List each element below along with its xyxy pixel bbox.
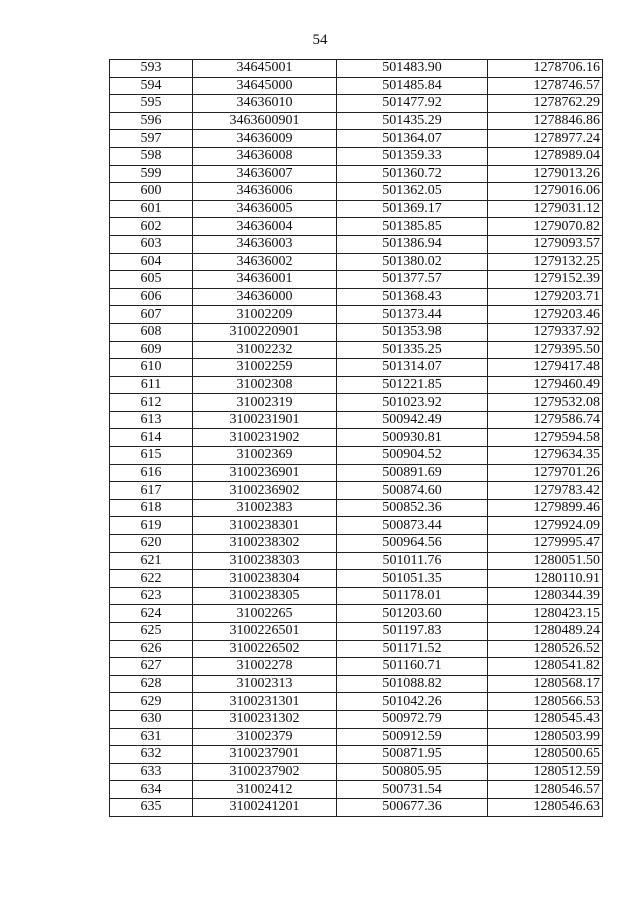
x-coordinate-cell: 501385.85 (337, 218, 488, 236)
point-id-cell: 31002383 (193, 499, 337, 517)
row-number-cell: 622 (110, 570, 193, 588)
x-coordinate-cell: 501023.92 (337, 394, 488, 412)
y-coordinate-cell: 1278762.29 (488, 95, 603, 113)
x-coordinate-cell: 501380.02 (337, 253, 488, 271)
x-coordinate-cell: 500964.56 (337, 535, 488, 553)
table-row (110, 552, 603, 570)
row-number-cell: 597 (110, 130, 193, 148)
table-row (110, 411, 603, 429)
x-coordinate-cell: 501197.83 (337, 623, 488, 641)
row-number-cell: 618 (110, 499, 193, 517)
point-id-cell: 3100236902 (193, 482, 337, 500)
x-coordinate-cell: 500731.54 (337, 781, 488, 799)
point-id-cell: 3100238302 (193, 535, 337, 553)
row-number-cell: 621 (110, 552, 193, 570)
table-row (110, 675, 603, 693)
table-row (110, 587, 603, 605)
row-number-cell: 616 (110, 464, 193, 482)
table-row (110, 77, 603, 95)
point-id-cell: 3100237902 (193, 763, 337, 781)
point-id-cell: 34636000 (193, 288, 337, 306)
point-id-cell: 3100231902 (193, 429, 337, 447)
table-row (110, 605, 603, 623)
x-coordinate-cell: 500871.95 (337, 746, 488, 764)
table-row (110, 517, 603, 535)
point-id-cell: 31002232 (193, 341, 337, 359)
row-number-cell: 619 (110, 517, 193, 535)
x-coordinate-cell: 501368.43 (337, 288, 488, 306)
x-coordinate-cell: 501171.52 (337, 640, 488, 658)
y-coordinate-cell: 1280344.39 (488, 587, 603, 605)
row-number-cell: 628 (110, 675, 193, 693)
table-row (110, 710, 603, 728)
table-row (110, 464, 603, 482)
row-number-cell: 626 (110, 640, 193, 658)
row-number-cell: 630 (110, 710, 193, 728)
point-id-cell: 3100231901 (193, 411, 337, 429)
y-coordinate-cell: 1280051.50 (488, 552, 603, 570)
row-number-cell: 625 (110, 623, 193, 641)
y-coordinate-cell: 1279594.58 (488, 429, 603, 447)
y-coordinate-cell: 1279132.25 (488, 253, 603, 271)
point-id-cell: 34636001 (193, 271, 337, 289)
table-row (110, 376, 603, 394)
row-number-cell: 623 (110, 587, 193, 605)
table-row (110, 728, 603, 746)
point-id-cell: 31002209 (193, 306, 337, 324)
point-id-cell: 34636009 (193, 130, 337, 148)
point-id-cell: 3100226502 (193, 640, 337, 658)
x-coordinate-cell: 501360.72 (337, 165, 488, 183)
table-row (110, 781, 603, 799)
y-coordinate-cell: 1279460.49 (488, 376, 603, 394)
point-id-cell: 31002319 (193, 394, 337, 412)
table-row (110, 447, 603, 465)
table-row (110, 746, 603, 764)
row-number-cell: 604 (110, 253, 193, 271)
y-coordinate-cell: 1279013.26 (488, 165, 603, 183)
table-row (110, 112, 603, 130)
table-row (110, 147, 603, 165)
row-number-cell: 612 (110, 394, 193, 412)
y-coordinate-cell: 1279701.26 (488, 464, 603, 482)
x-coordinate-cell: 501377.57 (337, 271, 488, 289)
point-id-cell: 3100241201 (193, 798, 337, 816)
y-coordinate-cell: 1280566.53 (488, 693, 603, 711)
x-coordinate-cell: 500677.36 (337, 798, 488, 816)
x-coordinate-cell: 501359.33 (337, 147, 488, 165)
y-coordinate-cell: 1279924.09 (488, 517, 603, 535)
point-id-cell: 3100226501 (193, 623, 337, 641)
y-coordinate-cell: 1280110.91 (488, 570, 603, 588)
table-row (110, 394, 603, 412)
y-coordinate-cell: 1279016.06 (488, 183, 603, 201)
table-row (110, 658, 603, 676)
x-coordinate-cell: 501221.85 (337, 376, 488, 394)
y-coordinate-cell: 1280503.99 (488, 728, 603, 746)
point-id-cell: 31002369 (193, 447, 337, 465)
row-number-cell: 617 (110, 482, 193, 500)
x-coordinate-cell: 501435.29 (337, 112, 488, 130)
point-id-cell: 34645000 (193, 77, 337, 95)
table-row (110, 235, 603, 253)
x-coordinate-cell: 501485.84 (337, 77, 488, 95)
row-number-cell: 603 (110, 235, 193, 253)
table-row (110, 165, 603, 183)
row-number-cell: 600 (110, 183, 193, 201)
x-coordinate-cell: 500805.95 (337, 763, 488, 781)
row-number-cell: 615 (110, 447, 193, 465)
point-id-cell: 3463600901 (193, 112, 337, 130)
y-coordinate-cell: 1279337.92 (488, 323, 603, 341)
point-id-cell: 3100238301 (193, 517, 337, 535)
x-coordinate-cell: 500972.79 (337, 710, 488, 728)
y-coordinate-cell: 1280541.82 (488, 658, 603, 676)
y-coordinate-cell: 1280546.63 (488, 798, 603, 816)
point-id-cell: 34636006 (193, 183, 337, 201)
row-number-cell: 599 (110, 165, 193, 183)
y-coordinate-cell: 1280546.57 (488, 781, 603, 799)
point-id-cell: 3100231301 (193, 693, 337, 711)
row-number-cell: 635 (110, 798, 193, 816)
x-coordinate-cell: 501335.25 (337, 341, 488, 359)
table-row (110, 341, 603, 359)
x-coordinate-cell: 501011.76 (337, 552, 488, 570)
table-row (110, 623, 603, 641)
row-number-cell: 609 (110, 341, 193, 359)
coordinates-table-body (110, 60, 603, 817)
table-row (110, 323, 603, 341)
table-row (110, 763, 603, 781)
point-id-cell: 34636010 (193, 95, 337, 113)
coordinates-table (109, 59, 603, 817)
row-number-cell: 606 (110, 288, 193, 306)
point-id-cell: 34645001 (193, 60, 337, 78)
table-row (110, 183, 603, 201)
x-coordinate-cell: 501364.07 (337, 130, 488, 148)
table-row (110, 306, 603, 324)
y-coordinate-cell: 1280489.24 (488, 623, 603, 641)
x-coordinate-cell: 500874.60 (337, 482, 488, 500)
x-coordinate-cell: 501051.35 (337, 570, 488, 588)
row-number-cell: 601 (110, 200, 193, 218)
table-row (110, 798, 603, 816)
y-coordinate-cell: 1279203.46 (488, 306, 603, 324)
table-row (110, 200, 603, 218)
row-number-cell: 595 (110, 95, 193, 113)
row-number-cell: 610 (110, 359, 193, 377)
point-id-cell: 31002259 (193, 359, 337, 377)
y-coordinate-cell: 1279634.35 (488, 447, 603, 465)
y-coordinate-cell: 1279395.50 (488, 341, 603, 359)
y-coordinate-cell: 1280512.59 (488, 763, 603, 781)
point-id-cell: 34636007 (193, 165, 337, 183)
x-coordinate-cell: 500942.49 (337, 411, 488, 429)
y-coordinate-cell: 1279586.74 (488, 411, 603, 429)
row-number-cell: 632 (110, 746, 193, 764)
x-coordinate-cell: 500930.81 (337, 429, 488, 447)
y-coordinate-cell: 1280526.52 (488, 640, 603, 658)
table-row (110, 218, 603, 236)
x-coordinate-cell: 501373.44 (337, 306, 488, 324)
point-id-cell: 3100220901 (193, 323, 337, 341)
row-number-cell: 602 (110, 218, 193, 236)
point-id-cell: 3100237901 (193, 746, 337, 764)
row-number-cell: 607 (110, 306, 193, 324)
row-number-cell: 627 (110, 658, 193, 676)
x-coordinate-cell: 501203.60 (337, 605, 488, 623)
y-coordinate-cell: 1279417.48 (488, 359, 603, 377)
x-coordinate-cell: 500873.44 (337, 517, 488, 535)
point-id-cell: 3100236901 (193, 464, 337, 482)
x-coordinate-cell: 501369.17 (337, 200, 488, 218)
y-coordinate-cell: 1279203.71 (488, 288, 603, 306)
row-number-cell: 594 (110, 77, 193, 95)
table-row (110, 482, 603, 500)
table-row (110, 359, 603, 377)
row-number-cell: 611 (110, 376, 193, 394)
x-coordinate-cell: 500904.52 (337, 447, 488, 465)
y-coordinate-cell: 1279995.47 (488, 535, 603, 553)
x-coordinate-cell: 501042.26 (337, 693, 488, 711)
y-coordinate-cell: 1279093.57 (488, 235, 603, 253)
table-row (110, 570, 603, 588)
point-id-cell: 34636004 (193, 218, 337, 236)
x-coordinate-cell: 501178.01 (337, 587, 488, 605)
x-coordinate-cell: 501314.07 (337, 359, 488, 377)
row-number-cell: 614 (110, 429, 193, 447)
point-id-cell: 3100238304 (193, 570, 337, 588)
table-row (110, 95, 603, 113)
y-coordinate-cell: 1279031.12 (488, 200, 603, 218)
y-coordinate-cell: 1279070.82 (488, 218, 603, 236)
point-id-cell: 3100238305 (193, 587, 337, 605)
table-row (110, 271, 603, 289)
y-coordinate-cell: 1279783.42 (488, 482, 603, 500)
point-id-cell: 31002412 (193, 781, 337, 799)
y-coordinate-cell: 1280545.43 (488, 710, 603, 728)
table-row (110, 60, 603, 78)
y-coordinate-cell: 1278846.86 (488, 112, 603, 130)
y-coordinate-cell: 1278989.04 (488, 147, 603, 165)
y-coordinate-cell: 1279532.08 (488, 394, 603, 412)
x-coordinate-cell: 501160.71 (337, 658, 488, 676)
table-row (110, 499, 603, 517)
y-coordinate-cell: 1280568.17 (488, 675, 603, 693)
point-id-cell: 31002265 (193, 605, 337, 623)
point-id-cell: 3100238303 (193, 552, 337, 570)
y-coordinate-cell: 1280423.15 (488, 605, 603, 623)
row-number-cell: 624 (110, 605, 193, 623)
point-id-cell: 34636002 (193, 253, 337, 271)
y-coordinate-cell: 1280500.65 (488, 746, 603, 764)
point-id-cell: 31002308 (193, 376, 337, 394)
row-number-cell: 598 (110, 147, 193, 165)
x-coordinate-cell: 500852.36 (337, 499, 488, 517)
table-row (110, 535, 603, 553)
y-coordinate-cell: 1278706.16 (488, 60, 603, 78)
y-coordinate-cell: 1279152.39 (488, 271, 603, 289)
x-coordinate-cell: 500891.69 (337, 464, 488, 482)
point-id-cell: 34636008 (193, 147, 337, 165)
row-number-cell: 633 (110, 763, 193, 781)
row-number-cell: 605 (110, 271, 193, 289)
y-coordinate-cell: 1279899.46 (488, 499, 603, 517)
x-coordinate-cell: 501477.92 (337, 95, 488, 113)
row-number-cell: 593 (110, 60, 193, 78)
row-number-cell: 620 (110, 535, 193, 553)
row-number-cell: 634 (110, 781, 193, 799)
table-row (110, 130, 603, 148)
point-id-cell: 34636003 (193, 235, 337, 253)
row-number-cell: 631 (110, 728, 193, 746)
y-coordinate-cell: 1278977.24 (488, 130, 603, 148)
point-id-cell: 31002313 (193, 675, 337, 693)
point-id-cell: 34636005 (193, 200, 337, 218)
row-number-cell: 613 (110, 411, 193, 429)
point-id-cell: 31002379 (193, 728, 337, 746)
table-row (110, 288, 603, 306)
x-coordinate-cell: 501362.05 (337, 183, 488, 201)
point-id-cell: 3100231302 (193, 710, 337, 728)
point-id-cell: 31002278 (193, 658, 337, 676)
row-number-cell: 596 (110, 112, 193, 130)
x-coordinate-cell: 501386.94 (337, 235, 488, 253)
x-coordinate-cell: 500912.59 (337, 728, 488, 746)
table-row (110, 640, 603, 658)
row-number-cell: 608 (110, 323, 193, 341)
row-number-cell: 629 (110, 693, 193, 711)
x-coordinate-cell: 501353.98 (337, 323, 488, 341)
table-row (110, 253, 603, 271)
x-coordinate-cell: 501483.90 (337, 60, 488, 78)
table-row (110, 429, 603, 447)
table-row (110, 693, 603, 711)
y-coordinate-cell: 1278746.57 (488, 77, 603, 95)
page-number: 54 (312, 32, 328, 48)
x-coordinate-cell: 501088.82 (337, 675, 488, 693)
